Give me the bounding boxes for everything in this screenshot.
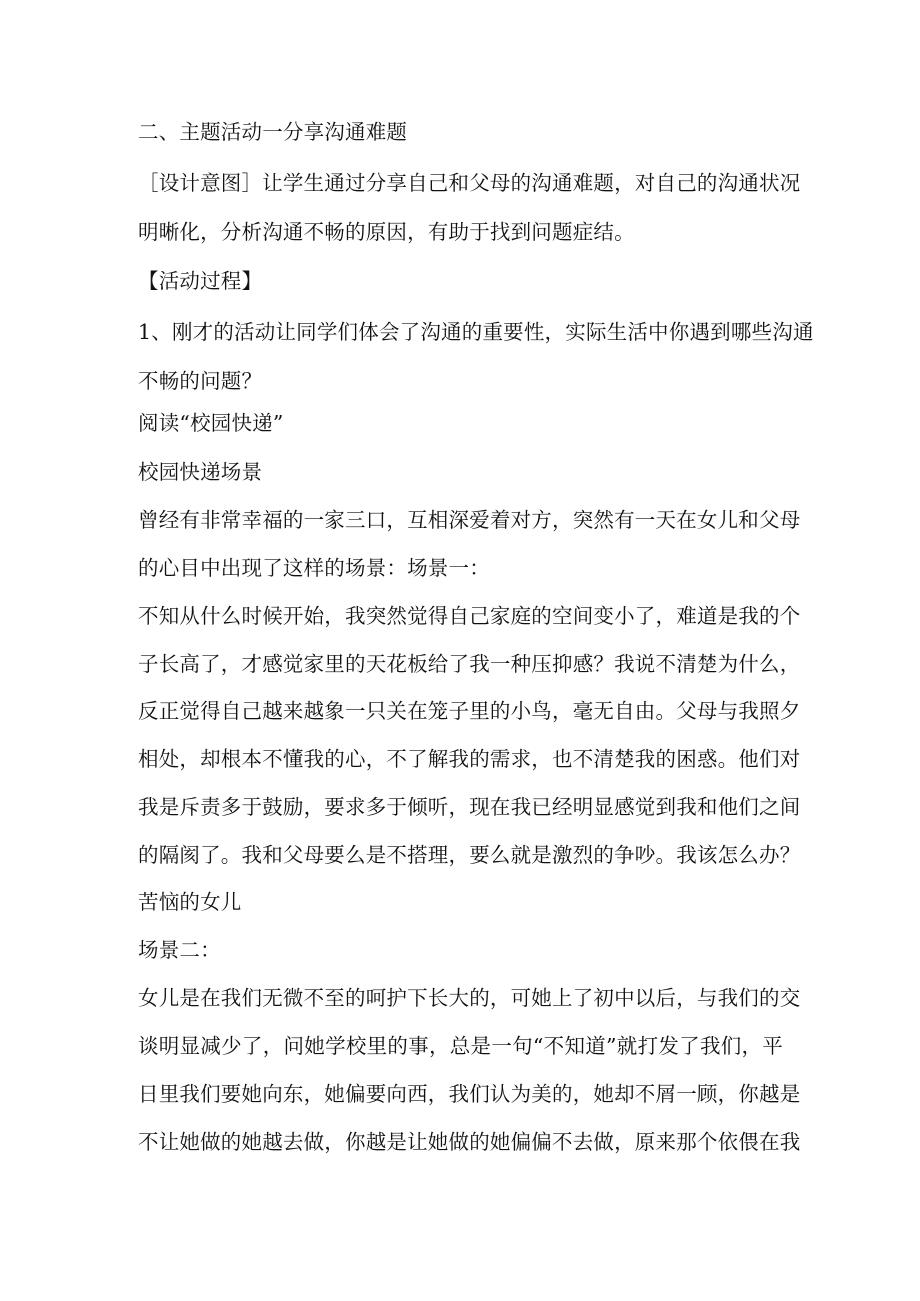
- paragraph-line: 日里我们要她向东，她偏要向西，我们认为美的，她却不屑一顾，你越是: [138, 1082, 801, 1106]
- subheading: 【活动过程】: [138, 269, 263, 293]
- paragraph-line: 1、刚才的活动让同学们体会了沟通的重要性，实际生活中你遇到哪些沟通: [138, 320, 814, 344]
- paragraph-line: 反正觉得自己越来越象一只关在笼子里的小鸟，毫无自由。父母与我照夕: [138, 699, 801, 723]
- paragraph-line: 谈明显减少了，问她学校里的事，总是一句“不知道”就打发了我们，平: [138, 1034, 783, 1058]
- paragraph-line: 的心目中出现了这样的场景：场景一：: [138, 556, 490, 580]
- paragraph-line: 不畅的问题？: [138, 369, 263, 393]
- paragraph-line: 不知从什么时候开始，我突然觉得自己家庭的空间变小了，难道是我的个: [138, 604, 801, 628]
- paragraph-line: 不让她做的她越去做，你越是让她做的她偏偏不去做，原来那个依偎在我: [138, 1130, 801, 1154]
- paragraph-line: 的隔阂了。我和父母要么是不搭理，要么就是激烈的争吵。我该怎么办？: [138, 843, 801, 867]
- paragraph-line: 相处，却根本不懂我的心，不了解我的需求，也不清楚我的困惑。他们对: [138, 747, 801, 771]
- paragraph-line: 曾经有非常幸福的一家三口，互相深爱着对方，突然有一天在女儿和父母: [138, 508, 801, 532]
- paragraph-line: 女儿是在我们无微不至的呵护下长大的，可她上了初中以后，与我们的交: [138, 986, 801, 1010]
- paragraph-line: 校园快递场景: [138, 460, 263, 484]
- paragraph-line: 明晰化，分析沟通不畅的原因，有助于找到问题症结。: [138, 220, 635, 244]
- paragraph-line: 我是斥责多于鼓励，要求多于倾听，现在我已经明显感觉到我和他们之间: [138, 795, 801, 819]
- paragraph-line: ［设计意图］让学生通过分享自己和父母的沟通难题，对自己的沟通状况: [138, 171, 801, 195]
- signature-line: 苦恼的女儿: [138, 890, 242, 914]
- paragraph-line: 场景二：: [138, 938, 221, 962]
- paragraph-line: 子长高了，才感觉家里的天花板给了我一种压抑感？我说不清楚为什么，: [138, 652, 801, 676]
- paragraph-line: 阅读“校园快递”: [138, 411, 284, 435]
- section-heading: 二、主题活动一分享沟通难题: [138, 120, 408, 144]
